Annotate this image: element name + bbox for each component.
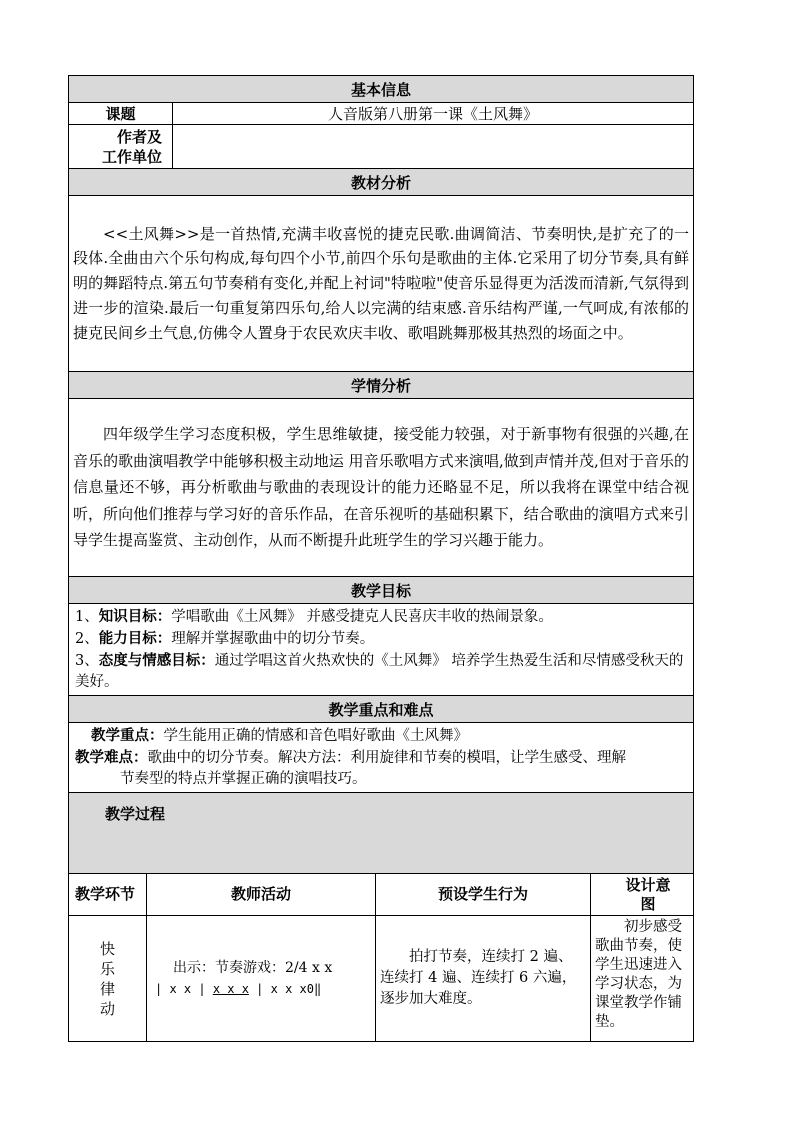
material-analysis-text: <<土风舞>>是一首热情,充满丰收喜悦的捷克民歌.曲调简洁、节奏明快,是扩充了的一段体.全曲由六个乐句构成,每句四个小节,前四个乐句是歌曲的主体.它采用了切分节奏,具有鲜明的舞蹈特点.第五句节奏稍有变化,并配上衬词"特啦啦"使音乐显得更为活泼而清新,气氛得到进一步的渲染.最后一句重复第四乐句,给人以完满的结束感.音乐结构严谨,一气呵成,有浓郁的捷克民间乡土气息,仿佛令人置身于农民欢庆丰收、歌唱跳舞那极其热烈的场面之中。 (69, 196, 694, 372)
material-analysis-header: 教材分析 (69, 169, 694, 196)
goal-knowledge: 1、知识目标：学唱歌曲《土风舞》 并感受捷克人民喜庆丰收的热闹景象。 (75, 608, 553, 625)
teaching-goals-header: 教学目标 (69, 577, 694, 604)
author-label (69, 125, 173, 169)
teaching-difficulty: 教学难点：歌曲中的切分节奏。解决方法：利用旋律和节奏的模唱，让学生感受、理解 (75, 749, 626, 766)
topic-label: 课题 (69, 103, 173, 125)
teaching-goals-list (69, 604, 694, 696)
rhythm-game-line1: 出示：节奏游戏：2/4 x x (173, 959, 333, 976)
goal-ability: 2、能力目标：理解并掌握歌曲中的切分节奏。 (75, 630, 375, 647)
col-student-header: 预设学生行为 (376, 874, 591, 916)
col-stage-header: 教学环节 (69, 874, 147, 916)
lesson-plan-table (68, 75, 694, 1042)
teaching-focus: 教学重点：学生能用正确的情感和音色唱好歌曲《土风舞》 (91, 727, 468, 744)
rhythm-game-line2: | x x | x x x | x x x0‖ (155, 981, 322, 996)
col-teacher-header: 教师活动 (147, 874, 376, 916)
teacher-activity-cell (147, 916, 376, 1042)
key-points-header: 教学重点和难点 (69, 696, 694, 723)
student-analysis-text: 四年级学生学习态度积极，学生思维敏捷，接受能力较强，对于新事物有很强的兴趣,在音乐的歌曲演唱教学中能够积极主动地运 用音乐歌唱方式来演唱,做到声情并茂,但对于音乐的信息量还不够，再分析歌曲与歌曲的表现设计的能力还略显不足，所以我将在课堂中结合视听，所向他们推荐与学习好的音乐作品，在音乐视听的基础积累下，结合歌曲的演唱方式来引导学生提高鉴赏、主动创作，从而不断提升此班学生的学习兴趣于能力。 (69, 399, 694, 577)
author-label-line1: 作者及 (116, 127, 162, 146)
student-analysis-header: 学情分析 (69, 372, 694, 399)
topic-value: 人音版第八册第一课《土风舞》 (173, 103, 694, 125)
lesson-plan-sheet (68, 75, 693, 1042)
goal-attitude: 3、态度与情感目标：通过学唱这首火热欢快的《土风舞》 培养学生热爱生活和尽情感受秋天的美好。 (75, 652, 684, 690)
key-points-body (69, 723, 694, 793)
design-intent-cell: 初步感受歌曲节奏，使学生迅速进入学习状态，为课堂教学作铺垫。 (591, 916, 694, 1042)
student-behavior-cell: 拍打节奏，连续打 2 遍、连续打 4 遍、连续打 6 六遍，逐步加大难度。 (376, 916, 591, 1042)
author-label-line2: 工作单位 (101, 147, 162, 166)
stage-cell: 快乐律动 (69, 916, 147, 1042)
basic-info-header: 基本信息 (69, 76, 694, 103)
col-intent-header: 设计意图 (591, 874, 694, 916)
teaching-process-header: 教学过程 (69, 793, 694, 874)
table-row (69, 916, 694, 1042)
teaching-difficulty-cont: 节奏型的特点并掌握正确的演唱技巧。 (120, 771, 367, 787)
author-value (173, 125, 694, 169)
